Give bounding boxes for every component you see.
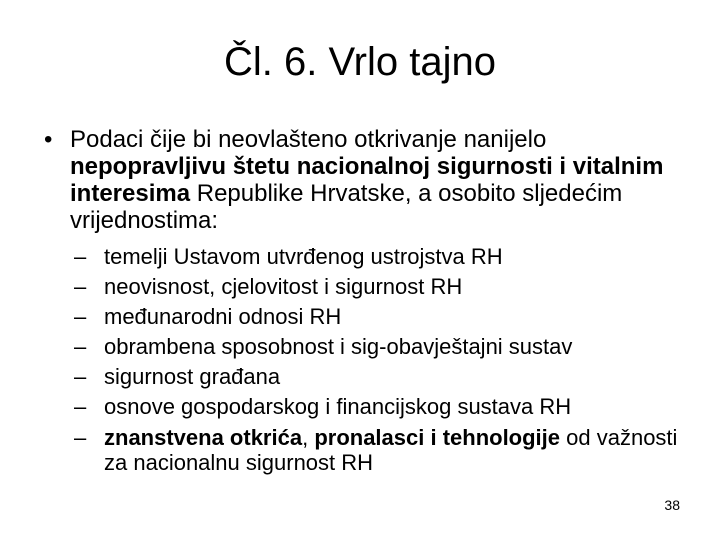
sub-item-tail: od važnosti za nacionalnu sigurnost RH xyxy=(104,425,678,475)
sub-item xyxy=(74,272,704,302)
dash-marker: – xyxy=(74,304,87,329)
sub-item xyxy=(74,392,704,422)
main-bullet xyxy=(44,126,700,234)
sub-item-text: osnove gospodarskog i financijskog sustava RH xyxy=(104,394,572,419)
bullet-marker: • xyxy=(44,126,53,153)
sub-item-separator: , xyxy=(302,425,315,450)
sub-item-text: temelji Ustavom utvrđenog ustrojstva RH xyxy=(104,244,503,269)
slide-title: Čl. 6. Vrlo tajno xyxy=(224,40,496,84)
sub-item xyxy=(74,362,704,392)
bullet-text-before: Podaci čije bi neovlašteno otkrivanje nanijelo xyxy=(70,126,547,153)
sub-item-last xyxy=(74,425,704,475)
dash-marker: – xyxy=(74,364,87,389)
sub-item xyxy=(74,242,704,272)
bullet-text-after: Republike Hrvatske, a osobito sljedećim vrijednostima: xyxy=(70,180,623,234)
dash-marker: – xyxy=(74,394,87,419)
sub-item-text: neovisnost, cjelovitost i sigurnost RH xyxy=(104,274,463,299)
dash-marker: – xyxy=(74,334,87,359)
sub-item xyxy=(74,302,704,332)
sub-item-text: sigurnost građana xyxy=(104,364,281,389)
dash-marker: – xyxy=(74,244,87,269)
sub-item-text: međunarodni odnosi RH xyxy=(104,304,342,329)
sub-item-bold-2: pronalasci i tehnologije xyxy=(314,425,561,450)
sub-item xyxy=(74,332,704,362)
bullet-bold-text: nepopravljivu štetu nacionalnoj sigurnosti i vitalnim interesima xyxy=(70,153,664,207)
dash-marker: – xyxy=(74,274,87,299)
dash-marker: – xyxy=(74,425,87,450)
sub-item-text: obrambena sposobnost i sig-obavještajni sustav xyxy=(104,334,573,359)
page-number: 38 xyxy=(664,497,680,513)
sub-bullet-list xyxy=(74,242,704,475)
sub-item-bold-1: znanstvena otkrića xyxy=(104,425,303,450)
